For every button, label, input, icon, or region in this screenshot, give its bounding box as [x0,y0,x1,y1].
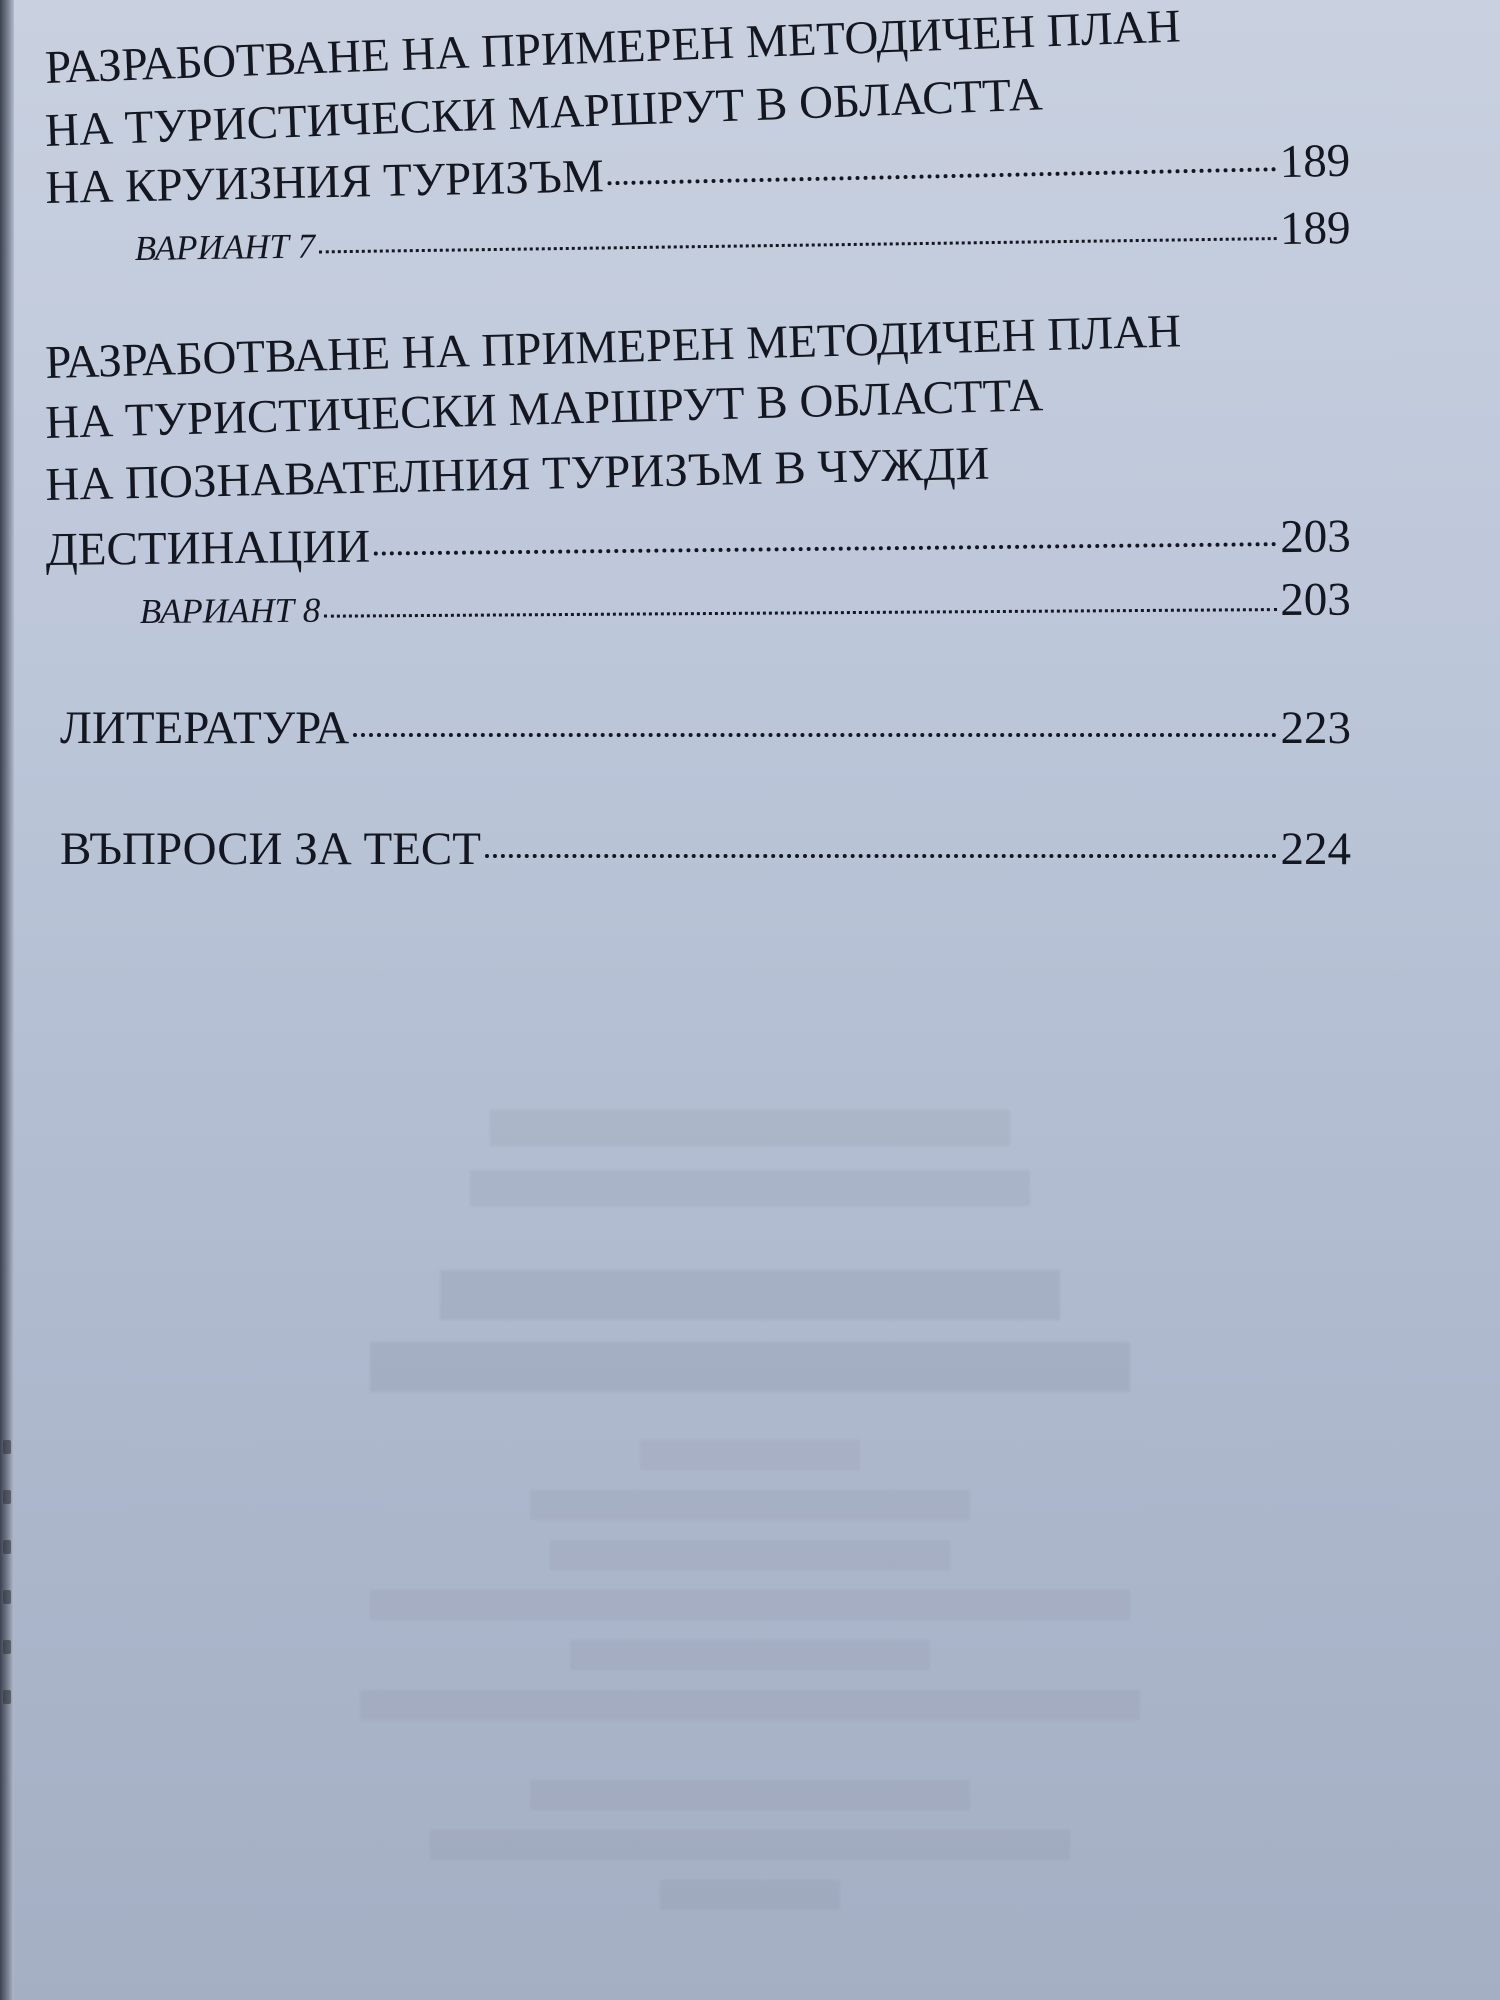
toc-page-number: 189 [1279,134,1351,189]
toc-leader-dots [485,854,1277,858]
toc-entry-variant-7[interactable] [134,202,1351,269]
toc-section-title-line: НА ТУРИСТИЧЕСКИ МАРШРУТ В ОБЛАСТТА [44,369,1044,449]
toc-entry-label: ЛИТЕРАТУРА [60,702,350,754]
show-through-text [360,1080,1140,1940]
toc-leader-dots [608,167,1276,185]
toc-leader-dots [324,608,1276,618]
toc-entry-label: НА КРУИЗНИЯ ТУРИЗЪМ [44,150,605,214]
toc-page-number: 224 [1280,823,1351,875]
toc-page-number: 189 [1279,202,1351,256]
toc-entry-literature[interactable] [60,702,1351,754]
toc-entry-variant-8[interactable] [139,573,1351,632]
toc-entry-label: ВЪПРОСИ ЗА ТЕСТ [60,823,481,875]
toc-leader-dots [319,237,1276,253]
toc-entry-label: ВАРИАНТ 8 [139,590,321,631]
toc-entry-test-questions[interactable] [60,823,1351,875]
toc-entry-cognitive-tourism[interactable] [45,510,1351,576]
toc-section-title-line: РАЗРАБОТВАНЕ НА ПРИМЕРЕН МЕТОДИЧЕН ПЛАН [44,305,1182,389]
toc-leader-dots [374,542,1276,555]
page-edge-marks [0,1440,14,1800]
toc-page-number: 223 [1280,702,1351,754]
toc-page-number: 203 [1280,573,1351,627]
toc-page-number: 203 [1279,510,1351,564]
toc-section-title-line: РАЗРАБОТВАНЕ НА ПРИМЕРЕН МЕТОДИЧЕН ПЛАН [44,0,1182,94]
toc-entry-label: ВАРИАНТ 7 [134,226,316,269]
toc-section-title-line: НА ТУРИСТИЧЕСКИ МАРШРУТ В ОБЛАСТТА [44,68,1044,157]
toc-entry-label: ДЕСТИНАЦИИ [45,520,371,576]
toc-leader-dots [353,733,1276,737]
toc-section-title-line: НА ПОЗНАВАТЕЛНИЯ ТУРИЗЪМ В ЧУЖДИ [44,437,990,511]
